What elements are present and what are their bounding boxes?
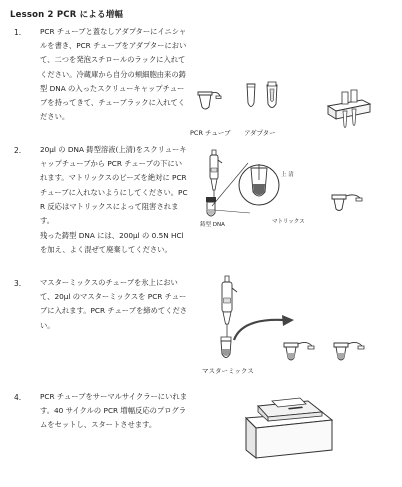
pcr-tube-illustration: [196, 90, 222, 112]
template-dna-label: 鋳型 DNA: [200, 222, 225, 228]
magnified-tube-circle: [238, 164, 280, 206]
step-2-note: 残った鋳型 DNA には、200μl の 0.5N HCl を加え、よく混ぜて廃棄してください。: [40, 231, 184, 255]
adapter-label: アダプター: [244, 129, 276, 137]
step-4-number: 4.: [14, 393, 22, 402]
step-1-text: PCR チューブと蓋なしアダプターにイニシャルを書き、PCR チューブをアダプターにおいて、二つを発泡スチロールのラックに入れてください。冷蔵庫から自分の頬細胞由来の鋳型 DNA の入ったスクリューキャップチューブを持ってきて、チューブラックに入れてください。: [40, 27, 187, 122]
step-2-number: 2.: [14, 146, 22, 155]
adapter-with-tube-illustration: [266, 81, 278, 111]
step-3-text: マスターミックスのチューブを氷上において、20μl のマスターミックスを PCR チューブに入れます。PCR チューブを締めてください。: [40, 278, 188, 330]
step-1-number: 1.: [14, 28, 22, 37]
master-mix-label: マスターミックス: [202, 367, 254, 375]
pcr-tube-label: PCR チューブ: [190, 129, 231, 137]
pcr-tube-closed-illustration: [330, 193, 364, 213]
step-4-text: PCR チューブをサーマルサイクラーにいれます。40 サイクルの PCR 増幅反応のプログラムをセットし、スタートさせます。: [40, 392, 187, 430]
supernatant-label: 上 清: [281, 172, 294, 178]
pcr-tube-open-illustration: [282, 340, 316, 364]
curved-arrow-icon: [232, 312, 298, 342]
step-2-text: 20μl の DNA 鋳型溶液(上清)をスクリューキャップチューブから PCR チューブの下にいれます。マトリックスのビーズを絶対に PCR チューブに入れないようにしてください。PCR 反応はマトリックスによって阻害されます。: [40, 145, 188, 226]
matrix-label: マトリックス: [272, 219, 305, 225]
step-3-number: 3.: [14, 279, 22, 288]
adapter-illustration: [246, 83, 256, 110]
master-mix-tube-illustration: [219, 337, 233, 361]
foam-rack-illustration: [326, 94, 372, 134]
pcr-tube-capped-illustration: [332, 340, 366, 364]
thermal-cycler-illustration: [242, 388, 334, 460]
lesson-title: Lesson 2 PCR による増幅: [10, 10, 124, 20]
